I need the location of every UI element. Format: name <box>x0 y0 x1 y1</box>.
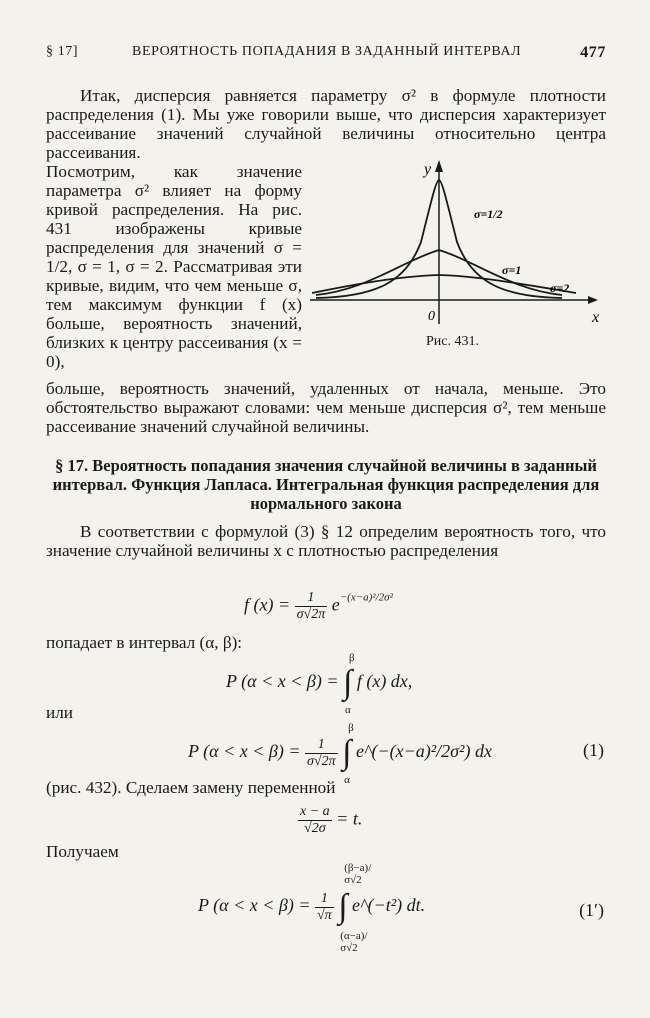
origin-label: 0 <box>428 309 435 324</box>
int2-upper: β <box>348 722 354 734</box>
prob3-denominator: √π <box>317 907 332 923</box>
x-axis-arrow <box>588 296 598 304</box>
density-fraction <box>295 590 328 623</box>
substitution-rhs: = t. <box>336 808 363 829</box>
figure-431 <box>306 152 612 362</box>
substitution-denominator: √2σ <box>304 821 326 836</box>
figure-caption: Рис. 431. <box>426 334 479 349</box>
equation-number-1-prime: (1′) <box>579 900 604 920</box>
int3-upper: (β−a)/σ√2 <box>344 862 372 886</box>
y-axis-arrow <box>435 160 443 172</box>
prob3-rhs: e^(−t²) dt. <box>352 895 426 916</box>
left-paragraph: Посмотрим, как значение параметра σ² влияет на форму кривой распределения. На рис. 431 изображены кривые распределения для значений σ = 1/2, σ = 1, σ = 2. Рассматривая эти кривые, видим, что чем меньше σ, тем максимум функции f (x) больше, вероятность значений, близких к центру рассеивания (x = 0), <box>46 162 302 371</box>
int1-lower: α <box>345 704 351 716</box>
prob1-rhs: f (x) dx, <box>356 671 413 692</box>
substitution-formula <box>298 804 362 837</box>
substitution-fraction <box>298 804 332 837</box>
prob2-denominator: σ√2π <box>307 753 336 769</box>
x-axis-label: x <box>592 309 600 326</box>
section-heading: § 17. Вероятность попадания значения случайной величины в заданный интервал. Функция Лапласа. Интегральная функция распределения для нормального закона <box>52 456 600 513</box>
curve-label-sigma-2: σ=2 <box>550 281 570 295</box>
prob2-rhs: e^(−(x−a)²/2σ²) dx <box>355 741 492 762</box>
prob3-fraction <box>315 891 334 924</box>
obtain-text: Получаем <box>46 842 119 861</box>
int3-lower: (α−a)/σ√2 <box>340 930 368 954</box>
integral-sign-3: ∫ (β−a)/σ√2 (α−a)/σ√2 <box>338 862 372 954</box>
probability-formula-1 <box>226 652 413 716</box>
method-paragraph: В соответствии с формулой (3) § 12 определим вероятность того, что значение случайной величины x с плотностью распределения <box>46 522 606 560</box>
density-exponent: −(x−a)²/2σ² <box>339 591 393 604</box>
equation-number-1: (1) <box>583 740 604 760</box>
page-number: 477 <box>580 44 606 61</box>
density-exp-base: e <box>331 594 340 615</box>
curve-label-sigma-half: σ=1/2 <box>474 207 503 221</box>
density-lhs: f (x) = <box>244 594 291 615</box>
header-title: ВЕРОЯТНОСТЬ ПОПАДАНИЯ В ЗАДАННЫЙ ИНТЕРВАЛ <box>132 44 522 59</box>
density-denominator: σ√2π <box>296 607 326 622</box>
interval-text: попадает в интервал (α, β): <box>46 633 243 652</box>
running-header <box>46 44 606 66</box>
prob2-fraction <box>305 737 338 770</box>
substitution-numerator: x − a <box>300 804 330 819</box>
or-text: или <box>46 703 73 722</box>
curve-label-sigma-1: σ=1 <box>502 263 522 277</box>
density-formula <box>244 590 393 623</box>
prob3-lhs: P (α < x < β) = <box>198 895 311 916</box>
int1-upper: β <box>349 652 355 664</box>
header-section: § 17] <box>46 44 79 59</box>
closing-paragraph: больше, вероятность значений, удаленных от начала, меньше. Это обстоятельство выражают словами: чем меньше дисперсия σ², тем меньше рассеивание значений случайной величины. <box>46 379 606 436</box>
substitution-text: (рис. 432). Сделаем замену переменной <box>46 778 336 797</box>
probability-formula-2 <box>188 722 492 786</box>
prob2-numerator: 1 <box>305 737 338 754</box>
intro-paragraph: Итак, дисперсия равняется параметру σ² в формуле плотности распределения (1). Мы уже говорили выше, что дисперсия характеризует рассеивание значений случайной величины относительно центра рассеивания. <box>46 86 606 162</box>
integral-sign-1: ∫ β α <box>343 652 355 716</box>
integral-sign-2: ∫ β α <box>342 722 354 786</box>
prob3-numerator: 1 <box>315 891 334 908</box>
prob1-lhs: P (α < x < β) = <box>226 671 339 692</box>
density-numerator: 1 <box>295 590 328 607</box>
int2-lower: α <box>344 774 350 786</box>
y-axis-label: y <box>424 161 432 178</box>
prob2-lhs: P (α < x < β) = <box>188 741 301 762</box>
distribution-curves-svg <box>306 152 612 332</box>
probability-formula-3 <box>198 862 426 954</box>
